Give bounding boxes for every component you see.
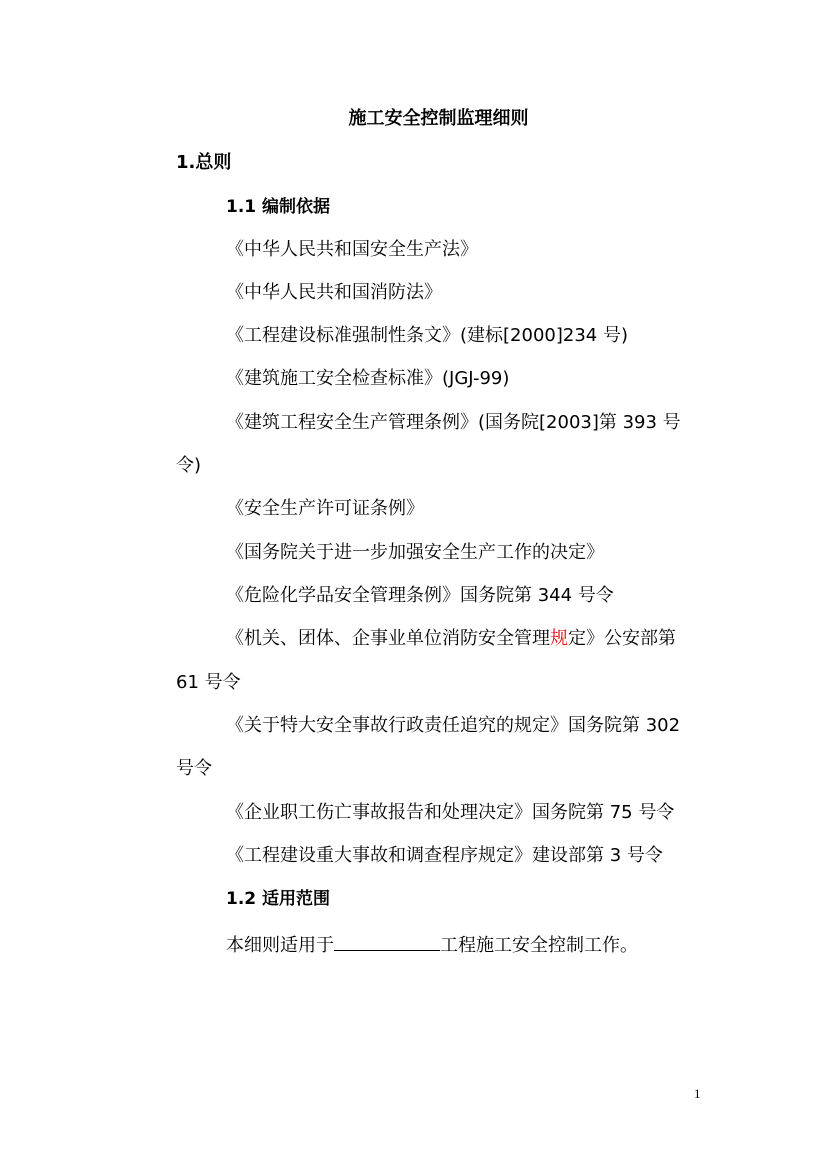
reference-item-continuation: 号令 bbox=[176, 758, 212, 779]
subsection-heading-basis: 1.1 编制依据 bbox=[226, 197, 331, 217]
reference-item: 《关于特大安全事故行政责任追究的规定》国务院第 302 bbox=[226, 715, 681, 736]
reference-item-continuation: 61 号令 bbox=[176, 672, 241, 693]
section-heading-general: 1.总则 bbox=[176, 152, 232, 173]
reference-item: 《建筑工程安全生产管理条例》(国务院[2003]第 393 号 bbox=[226, 412, 681, 433]
reference-text: 定》公安部第 bbox=[568, 628, 676, 649]
reference-item: 《国务院关于进一步加强安全生产工作的决定》 bbox=[226, 542, 604, 563]
reference-item: 《建筑施工安全检查标准》(JGJ-99) bbox=[226, 368, 510, 389]
scope-text: 工程施工安全控制工作。 bbox=[440, 935, 638, 956]
subsection-heading-scope: 1.2 适用范围 bbox=[226, 889, 331, 909]
highlighted-character: 规 bbox=[550, 628, 568, 649]
reference-item: 《工程建设重大事故和调查程序规定》建设部第 3 号令 bbox=[226, 845, 663, 866]
reference-item: 《危险化学品安全管理条例》国务院第 344 号令 bbox=[226, 585, 614, 606]
reference-item: 《企业职工伤亡事故报告和处理决定》国务院第 75 号令 bbox=[226, 802, 675, 823]
reference-item: 《工程建设标准强制性条文》(建标[2000]234 号) bbox=[226, 325, 628, 346]
reference-item: 《安全生产许可证条例》 bbox=[226, 498, 424, 519]
reference-item bbox=[226, 626, 676, 652]
fill-in-blank bbox=[334, 930, 440, 951]
reference-item: 《中华人民共和国安全生产法》 bbox=[226, 239, 478, 260]
reference-item-continuation: 令) bbox=[176, 455, 202, 476]
reference-item: 《中华人民共和国消防法》 bbox=[226, 282, 442, 303]
scope-statement bbox=[226, 930, 638, 959]
page-number: 1 bbox=[694, 1086, 701, 1101]
scope-text: 本细则适用于 bbox=[226, 935, 334, 956]
document-title: 施工安全控制监理细则 bbox=[348, 108, 529, 129]
reference-text: 《机关、团体、企事业单位消防安全管理 bbox=[226, 628, 550, 649]
